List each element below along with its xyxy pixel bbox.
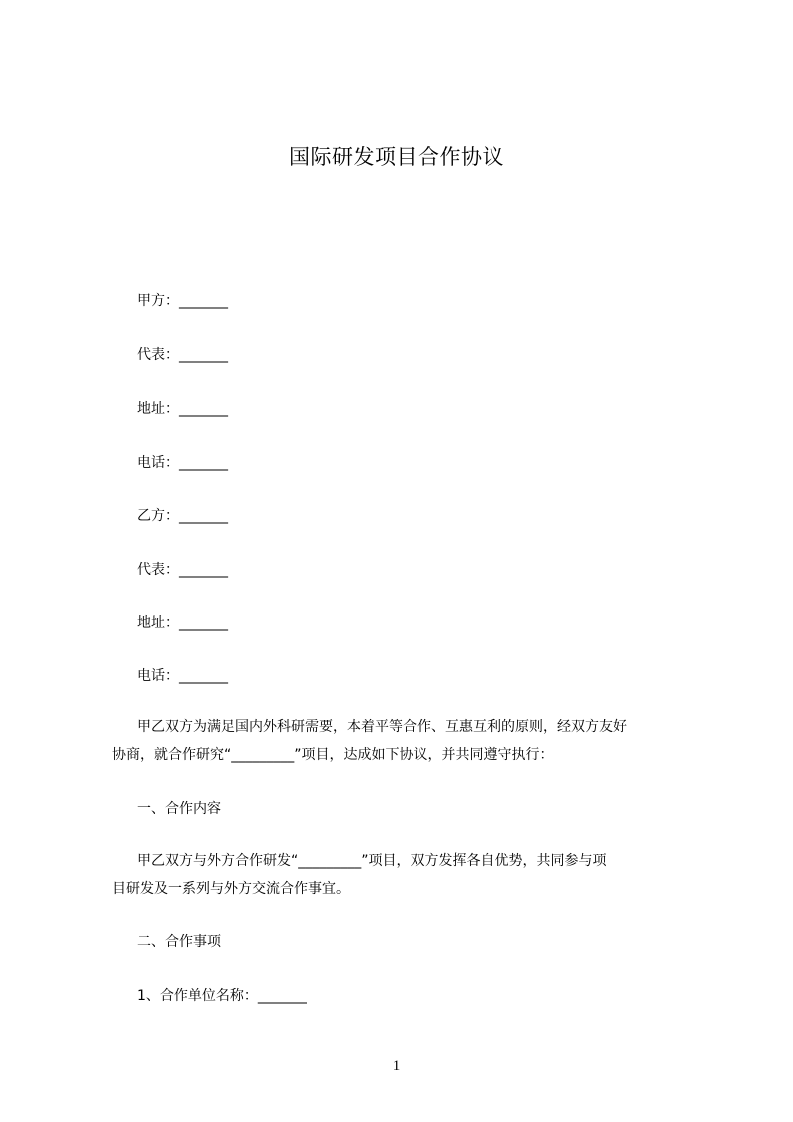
party-b-phone: 电话：_______ — [137, 668, 228, 684]
document-title: 国际研发项目合作协议 — [289, 145, 504, 169]
page-number: 1 — [392, 1058, 401, 1074]
section-1-heading: 一、合作内容 — [137, 801, 221, 817]
section-1-body-line-1: 甲乙双方与外方合作研发“_________”项目，双方发挥各自优势，共同参与项 — [137, 853, 607, 869]
section-1-body-line-2: 目研发及一系列与外方交流合作事宜。 — [112, 881, 350, 897]
party-a-phone: 电话：_______ — [137, 455, 228, 471]
intro-paragraph-line-2: 协商，就合作研究“_________”项目，达成如下协议，并共同遵守执行： — [112, 747, 554, 763]
party-b-label: 乙方：_______ — [137, 508, 228, 524]
section-2-heading: 二、合作事项 — [137, 934, 221, 950]
party-a-representative: 代表：_______ — [137, 347, 228, 363]
party-b-address: 地址：_______ — [137, 615, 228, 631]
section-2-item-1: 1、合作单位名称：_______ — [137, 988, 307, 1004]
party-b-representative: 代表：_______ — [137, 562, 228, 578]
party-a-label: 甲方：_______ — [137, 293, 228, 309]
intro-paragraph-line-1: 甲乙双方为满足国内外科研需要，本着平等合作、互惠互利的原则，经双方友好 — [137, 719, 627, 735]
party-a-address: 地址：_______ — [137, 401, 228, 417]
